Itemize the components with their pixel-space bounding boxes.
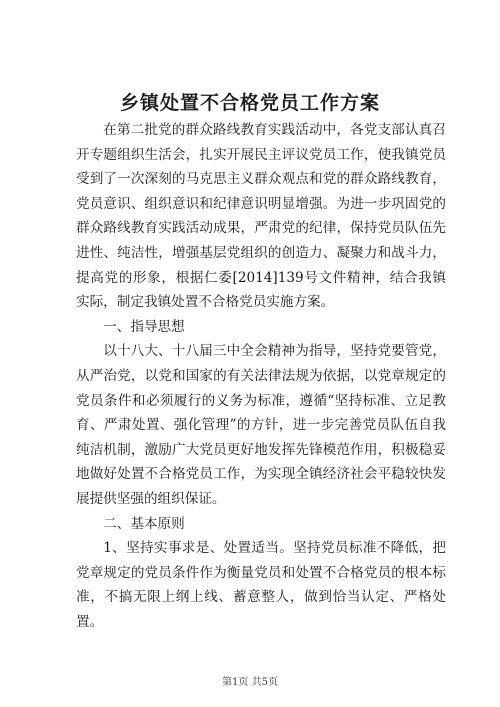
principle-one-paragraph: 1、坚持实事求是、处置适当。坚持党员标准不降低，把党章规定的党员条件作为衡量党员和处置不合格党员的根本标准，不搞无限上纲上线、蓄意整人，做到恰当认定、严格处置。 [76, 540, 446, 630]
intro-paragraph: 在第二批党的群众路线教育实践活动中，各党支部认真召开专题组织生活会，扎实开展民主评议党员工作，使我镇党员受到了一次深刻的马克思主义群众观点和党的群众路线教育，党员意识、组织意识和纪律意识明显增强。为进一步巩固党的群众路线教育实践活动成果，严肃党的纪律，保持党员队伍先进性、纯洁性，增强基层党组织的创造力、凝聚力和战斗力，提高党的形象，根据仁委[2014]139号文件精神，结合我镇实际，制定我镇处置不合格党员实施方案。 [76, 122, 446, 311]
page-number-footer: 第1页 共5页 [222, 677, 278, 688]
section-heading-basic-principles: 二、基本原则 [103, 515, 185, 532]
section-heading-guiding-ideology: 一、指导思想 [103, 318, 185, 335]
document-body [76, 118, 446, 634]
guiding-ideology-paragraph: 以十八大、十八届三中全会精神为指导，坚持党要管党，从严治党，以党和国家的有关法律法规为依据，以党章规定的党员条件和必须履行的义务为标准，遵循“坚持标准、立足教育、严肃处置、强化管理”的方针，进一步完善党员队伍自我纯洁机制，激励广大党员更好地发挥先锋模范作用，积极稳妥地做好处置不合格党员工作，为实现全镇经济社会平稳较快发展提供坚强的组织保证。 [76, 343, 446, 507]
document-title: 乡镇处置不合格党员工作方案 [119, 92, 380, 114]
